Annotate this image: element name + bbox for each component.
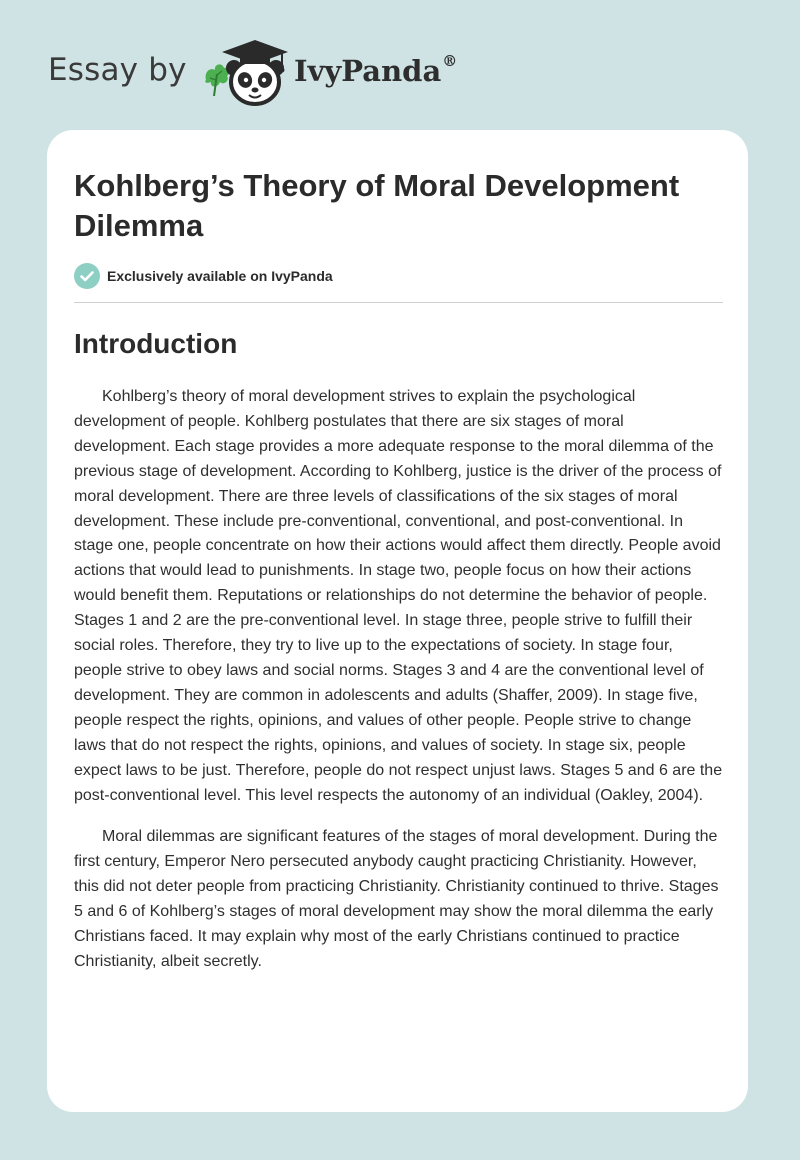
ivy-leaf-icon [205,64,229,96]
paragraph: Kohlberg’s theory of moral development strives to explain the psychological development of people. Kohlberg postulates that there are six stages of moral development. Each stage provides a more adequate response to the moral dilemma of the previous stage of development. According to Kohlberg, justice is the driver of the process of moral development. There are three levels of classifications of the six stages of moral development. These include pre-conventional, conventional, and post-conventional. In stage one, people concentrate on how their actions would affect them directly. People avoid actions that would lead to punishments. In stage two, people focus on how their actions would benefit them. Reputations or relationships do not determine the behavior of people. Stages 1 and 2 are the pre-conventional level. In stage three, people strive to fulfill their social roles. Therefore, they try to live up to the expectations of society. In stage four, people strive to obey laws and social norms. Stages 3 and 4 are the conventional level of development. They are common in adolescents and adults (Shaffer, 2009). In stage five, people respect the rights, opinions, and values of other people. People strive to change laws that do not respect the rights, opinions, and values of society. In stage six, people expect laws to be just. Therefore, people do not respect unjust laws. Stages 5 and 6 are the post-conventional level. This level respects the autonomy of an individual (Oakley, 2004). [74,388,723,804]
brand-name [294,54,457,88]
brand-header [48,34,548,110]
panda-logo-icon [202,34,294,110]
exclusive-badge [74,263,333,289]
badge-label: Exclusively available on IvyPanda [107,268,333,284]
divider [74,302,723,303]
essay-title: Kohlberg’s Theory of Moral Development Dilemma [74,168,680,243]
brand-prefix: Essay by [48,52,187,88]
paragraph: Moral dilemmas are significant features of the stages of moral development. During the first century, Emperor Nero persecuted anybody caught practicing Christianity. However, this did not deter people from practicing Christianity. Christianity continued to thrive. Stages 5 and 6 of Kohlberg’s stages of moral development may show the moral dilemma the early Christians faced. It may explain why most of the early Christians continued to practice Christianity, albeit secretly. [74,828,719,970]
brand-name-text: IvyPanda [294,54,442,88]
essay-body [74,385,724,992]
check-circle-icon [74,263,100,289]
essay-card [47,130,748,1112]
registered-mark: ® [442,52,458,71]
section-heading: Introduction [74,328,238,359]
